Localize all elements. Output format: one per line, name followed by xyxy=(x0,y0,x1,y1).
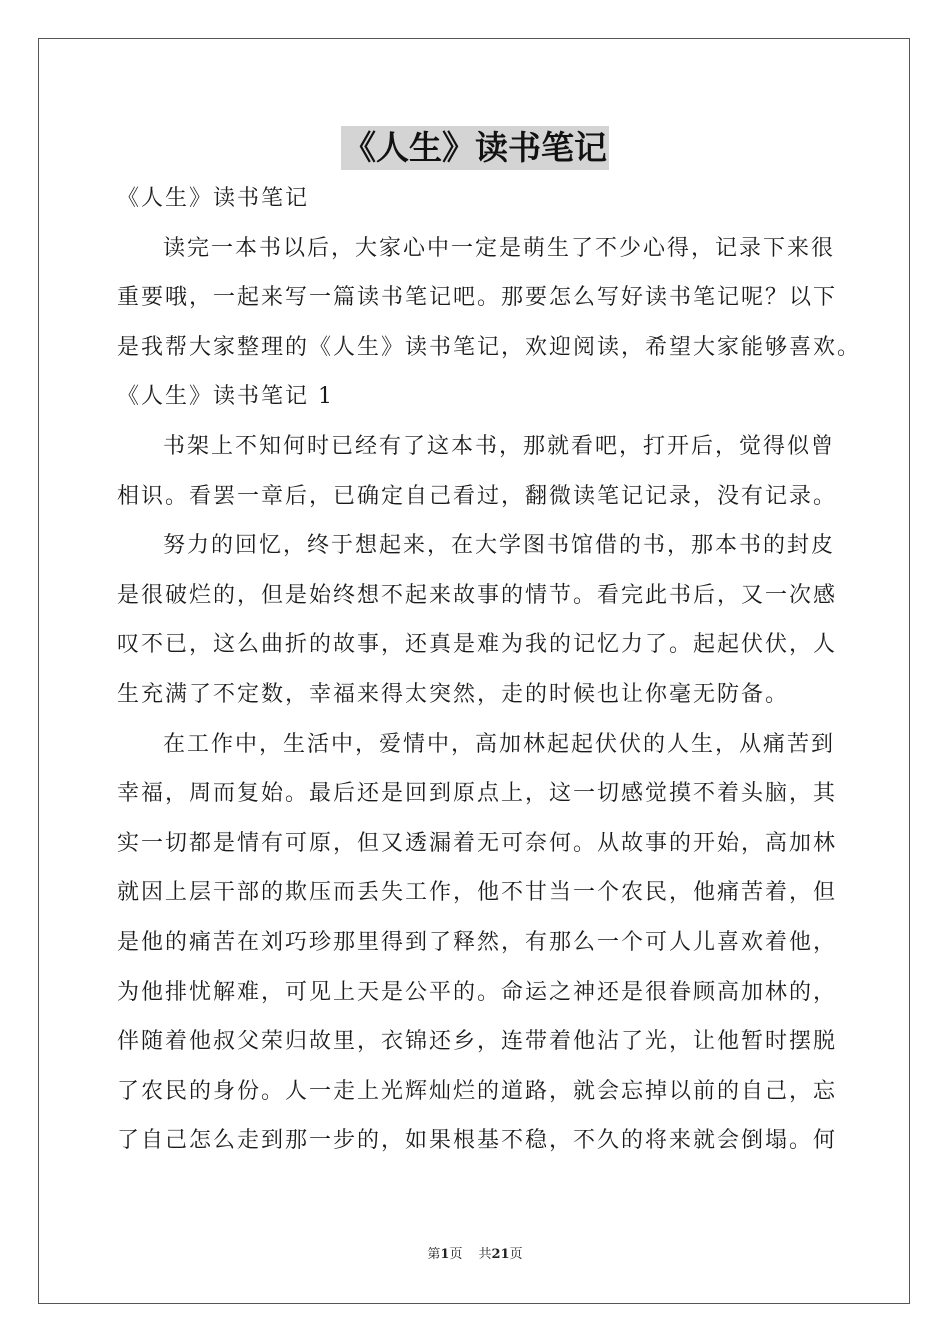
text-line: 了农民的身份。人一走上光辉灿烂的道路，就会忘掉以前的自己，忘 xyxy=(117,1078,838,1104)
page-total: 21 xyxy=(491,1247,510,1262)
document-body xyxy=(117,174,862,1166)
total-label-prefix: 共 xyxy=(478,1247,492,1262)
text-line: 努力的回忆，终于想起来，在大学图书馆借的书，那本书的封皮 xyxy=(163,533,836,559)
total-label-suffix: 页 xyxy=(509,1247,523,1262)
page-footer xyxy=(0,1246,950,1264)
text-line: 叹不已，这么曲折的故事，还真是难为我的记忆力了。起起伏伏，人 xyxy=(117,632,838,658)
text-line: 了自己怎么走到那一步的，如果根基不稳，不久的将来就会倒塌。何 xyxy=(117,1128,838,1154)
text-line: 生充满了不定数，幸福来得太突然，走的时候也让你毫无防备。 xyxy=(117,681,790,707)
text-line: 重要哦，一起来写一篇读书笔记吧。那要怎么写好读书笔记呢？以下 xyxy=(117,285,838,311)
text-line: 是我帮大家整理的《人生》读书笔记，欢迎阅读，希望大家能够喜欢。 xyxy=(117,334,862,360)
text-line: 书架上不知何时已经有了这本书，那就看吧，打开后，觉得似曾 xyxy=(163,433,836,459)
text-line: 伴随着他叔父荣归故里，衣锦还乡，连带着他沾了光，让他暂时摆脱 xyxy=(117,1029,838,1055)
text-line: 相识。看罢一章后，已确定自己看过，翻微读笔记记录，没有记录。 xyxy=(117,483,838,509)
section-heading: 《人生》读书笔记 1 xyxy=(117,384,334,410)
text-line: 是很破烂的，但是始终想不起来故事的情节。看完此书后，又一次感 xyxy=(117,582,838,608)
text-line: 是他的痛苦在刘巧珍那里得到了释然，有那么一个可人儿喜欢着他， xyxy=(117,929,838,955)
page-label-suffix: 页 xyxy=(449,1247,463,1262)
title-container xyxy=(0,126,950,170)
text-line: 就因上层干部的欺压而丢失工作，他不甘当一个农民，他痛苦着，但 xyxy=(117,880,838,906)
text-line: 实一切都是情有可原，但又透漏着无可奈何。从故事的开始，高加林 xyxy=(117,830,838,856)
text-line: 《人生》读书笔记 xyxy=(117,186,310,211)
page-number: 1 xyxy=(440,1247,450,1262)
text-line: 幸福，周而复始。最后还是回到原点上，这一切感觉摸不着头脑，其 xyxy=(117,781,838,807)
text-line: 读完一本书以后，大家心中一定是萌生了不少心得，记录下来很 xyxy=(163,235,836,261)
text-line: 在工作中，生活中，爱情中，高加林起起伏伏的人生，从痛苦到 xyxy=(163,731,836,757)
document-title: 《人生》读书笔记 xyxy=(341,126,609,170)
text-line: 为他排忧解难，可见上天是公平的。命运之神还是很眷顾高加林的， xyxy=(117,979,838,1005)
page-label-prefix: 第 xyxy=(427,1247,441,1262)
